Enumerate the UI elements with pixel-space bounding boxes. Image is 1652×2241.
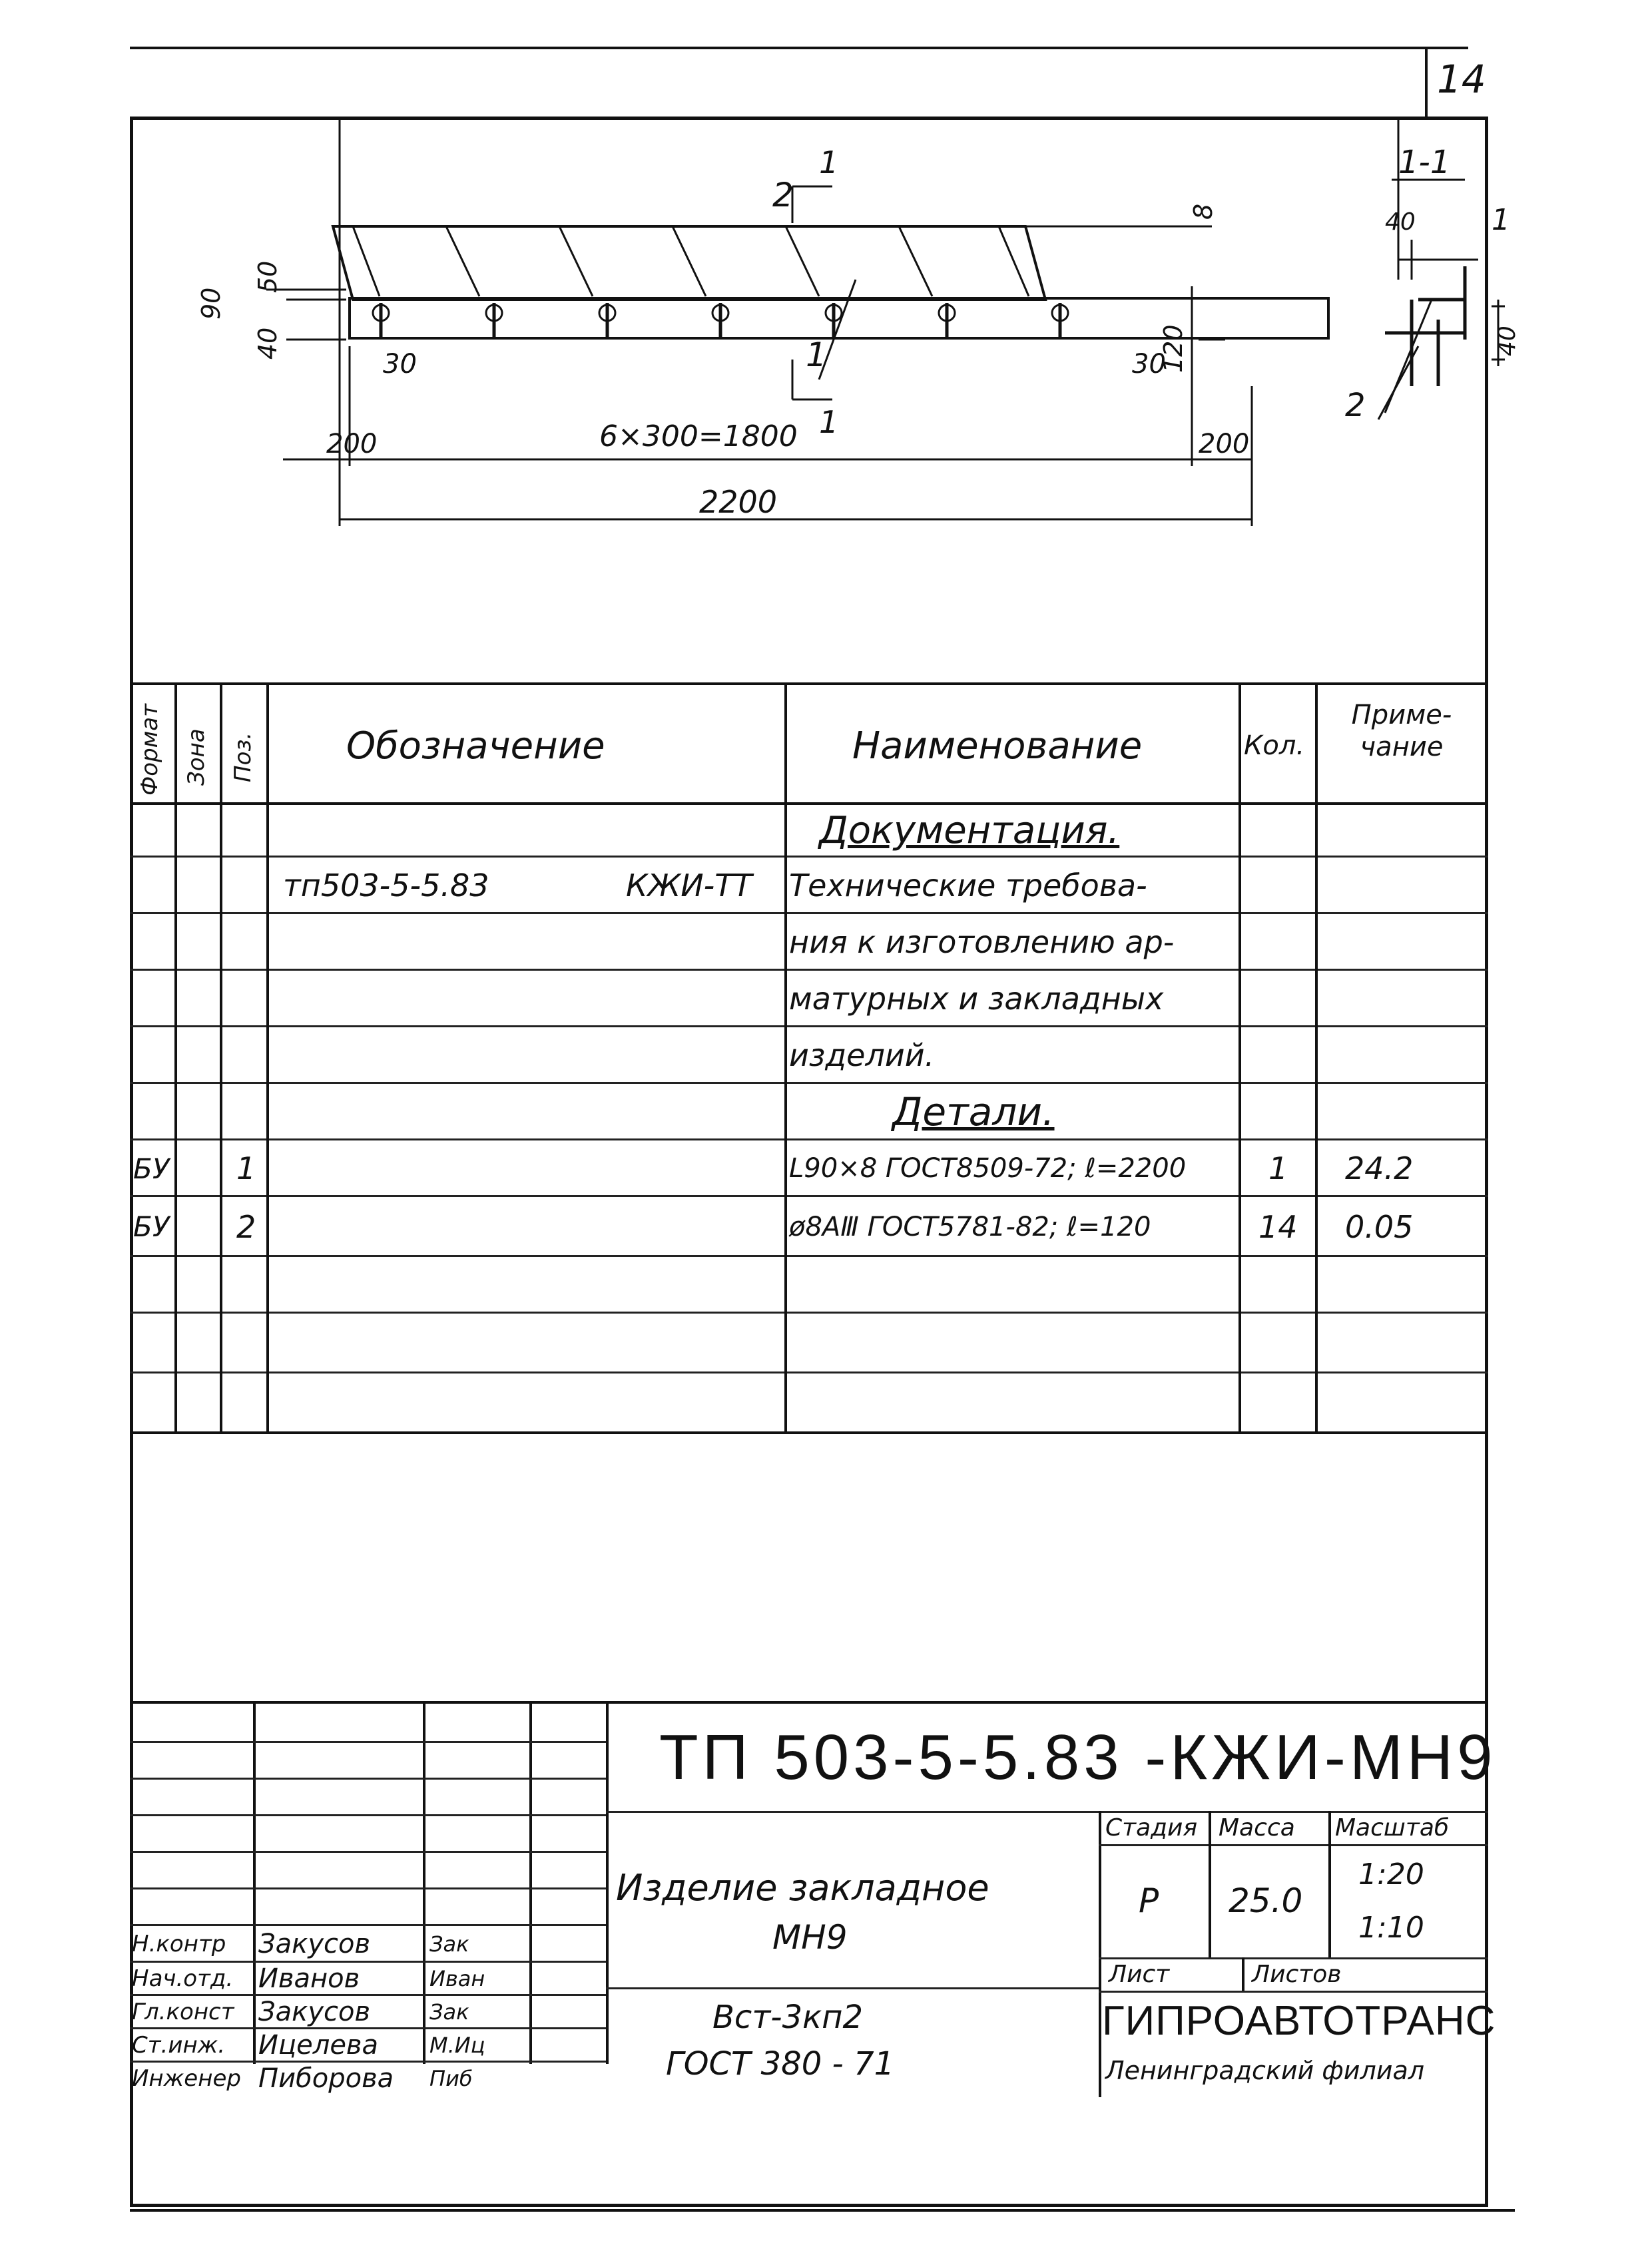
sig-name: Ицелева	[258, 2030, 379, 2061]
header-format: Формат	[137, 704, 163, 796]
section-dim-40-side: 40	[1494, 326, 1521, 356]
section-title: 1-1	[1398, 144, 1451, 181]
sig-sign: Зак	[429, 1931, 469, 1957]
doc-designation: тп503-5-5.83	[283, 868, 489, 903]
item-name-line1: Изделие закладное	[616, 1866, 989, 1909]
row-line	[130, 1312, 1488, 1314]
sig-row-line	[130, 1814, 606, 1816]
row-line	[130, 1082, 1488, 1084]
col-line	[266, 682, 269, 1433]
header-zone: Зона	[183, 728, 210, 786]
col-line	[784, 682, 787, 1433]
sig-name: Закусов	[258, 1997, 371, 2027]
section-label-pos2: 2	[1345, 387, 1366, 424]
table-bottom	[130, 1431, 1488, 1434]
doc-code: КЖИ-ТТ	[626, 868, 752, 903]
sig-row-line	[130, 1924, 606, 1926]
material-line1: Вст-3кп2	[712, 1999, 864, 2036]
dim-30-right: 30	[1132, 349, 1166, 379]
row1-name: L90×8 ГОСТ8509-72; ℓ=2200	[789, 1153, 1187, 1184]
sig-row-line	[130, 1851, 606, 1853]
stage-row-line	[1099, 1991, 1488, 1993]
material-line2: ГОСТ 380 - 71	[666, 2045, 895, 2083]
stage-label: Стадия	[1105, 1814, 1198, 1842]
stage-col-line	[1328, 1811, 1331, 1957]
col-line	[1315, 682, 1318, 1433]
scale-value-1: 1:20	[1358, 1857, 1424, 1891]
doc-name-line: ния к изготовлению ар-	[789, 924, 1175, 960]
technical-drawing	[133, 120, 1521, 679]
organization-name: ГИПРОАВТОТРАНС	[1102, 1997, 1496, 2044]
dim-50: 50	[253, 260, 282, 293]
sig-role: Н.контр	[132, 1931, 226, 1957]
section-documentation: Документация.	[819, 809, 1120, 852]
header-qty: Кол.	[1244, 730, 1305, 761]
page-number: 14	[1437, 57, 1486, 102]
document-code: ТП 503-5-5.83 -КЖИ-МН9	[659, 1722, 1497, 1793]
row2-pos: 2	[236, 1208, 256, 1245]
section-mark-top: 1	[819, 144, 839, 180]
row2-qty: 14	[1258, 1208, 1298, 1245]
row2-name: ø8AⅢ ГОСТ5781-82; ℓ=120	[789, 1211, 1151, 1242]
row1-note: 24.2	[1345, 1150, 1414, 1186]
doc-name-line: матурных и закладных	[789, 981, 1164, 1017]
row1-format: БУ	[133, 1152, 170, 1185]
sig-role: Гл.конст	[132, 1999, 234, 2025]
stage-value: Р	[1139, 1881, 1159, 1920]
sig-row-line	[130, 1887, 606, 1889]
row-line	[130, 1138, 1488, 1140]
row2-note: 0.05	[1345, 1208, 1414, 1245]
row-line	[130, 1195, 1488, 1197]
row1-pos: 1	[236, 1150, 256, 1186]
row-line	[130, 969, 1488, 971]
section-details: Детали.	[892, 1089, 1055, 1134]
doc-name-line: Технические требова-	[789, 868, 1147, 903]
dim-total: 2200	[699, 484, 778, 520]
page-number-divider	[1425, 47, 1428, 117]
col-line	[174, 682, 177, 1433]
dim-120: 120	[1159, 324, 1188, 373]
sig-col-line	[606, 1701, 609, 2064]
section-label-pos1: 1	[1492, 203, 1510, 237]
sig-role: Нач.отд.	[132, 1965, 234, 1992]
label-pos2-top: 2	[772, 176, 794, 214]
organization-branch: Ленинградский филиал	[1105, 2056, 1425, 2085]
dim-span: 6×300=1800	[599, 419, 798, 453]
sheets-col-line	[1242, 1957, 1244, 1991]
table-top	[130, 682, 1488, 685]
col-line	[1239, 682, 1241, 1433]
top-rule	[130, 47, 1468, 49]
sig-sign: Зак	[429, 1999, 469, 2025]
mass-value: 25.0	[1229, 1881, 1303, 1920]
sig-name: Закусов	[258, 1929, 371, 1959]
table-header-bottom	[130, 802, 1488, 805]
dim-200-right: 200	[1199, 429, 1250, 459]
row-line	[130, 912, 1488, 914]
info-row-line	[606, 1987, 1099, 1989]
row-line	[130, 1255, 1488, 1257]
section-mark-bottom: 1	[819, 404, 839, 440]
stage-row-line	[1099, 1844, 1488, 1846]
header-note: Приме- чание	[1351, 700, 1452, 762]
doc-name-line: изделий.	[789, 1037, 935, 1073]
title-block-top	[130, 1701, 1488, 1704]
dim-30-left: 30	[383, 349, 417, 379]
header-pos: Поз.	[230, 732, 256, 782]
sig-sign: Пиб	[429, 2066, 473, 2091]
sig-sign: М.Иц	[429, 2033, 485, 2058]
row2-format: БУ	[133, 1210, 170, 1243]
bottom-rule	[130, 2209, 1515, 2212]
scale-label: Масштаб	[1335, 1814, 1450, 1842]
sig-role: Инженер	[132, 2065, 241, 2092]
dim-90: 90	[196, 287, 226, 320]
item-name-line2: МН9	[772, 1918, 848, 1957]
sig-row-line	[130, 1741, 606, 1743]
dim-200-left: 200	[326, 429, 378, 459]
row-line	[130, 1025, 1488, 1027]
section-dim-40-top: 40	[1385, 208, 1416, 236]
row-line	[130, 1371, 1488, 1373]
header-name: Наименование	[852, 724, 1143, 768]
row1-qty: 1	[1268, 1150, 1288, 1186]
dimension-lines	[266, 120, 1252, 526]
label-pos1: 1	[806, 336, 827, 374]
sig-col-line	[423, 1701, 425, 2064]
sig-sign: Иван	[429, 1966, 485, 1991]
sig-name: Иванов	[258, 1963, 360, 1994]
sheets-label: Листов	[1252, 1960, 1342, 1988]
stage-col-line	[1209, 1811, 1211, 1957]
sig-name: Пиборова	[258, 2063, 394, 2094]
sig-col-line	[529, 1701, 532, 2064]
dim-8: 8	[1189, 203, 1218, 220]
dim-40: 40	[253, 327, 282, 360]
row-line	[130, 856, 1488, 858]
info-col-line	[1099, 1811, 1101, 2097]
sig-col-line	[253, 1701, 256, 2064]
scale-value-2: 1:10	[1358, 1910, 1424, 1945]
mass-label: Масса	[1219, 1814, 1295, 1842]
sheet-label: Лист	[1109, 1960, 1170, 1988]
flange-hatch	[353, 226, 1029, 296]
sig-row-line	[130, 1778, 606, 1780]
header-designation: Обозначение	[346, 724, 605, 768]
col-line	[220, 682, 222, 1433]
sig-role: Ст.инж.	[132, 2032, 226, 2059]
